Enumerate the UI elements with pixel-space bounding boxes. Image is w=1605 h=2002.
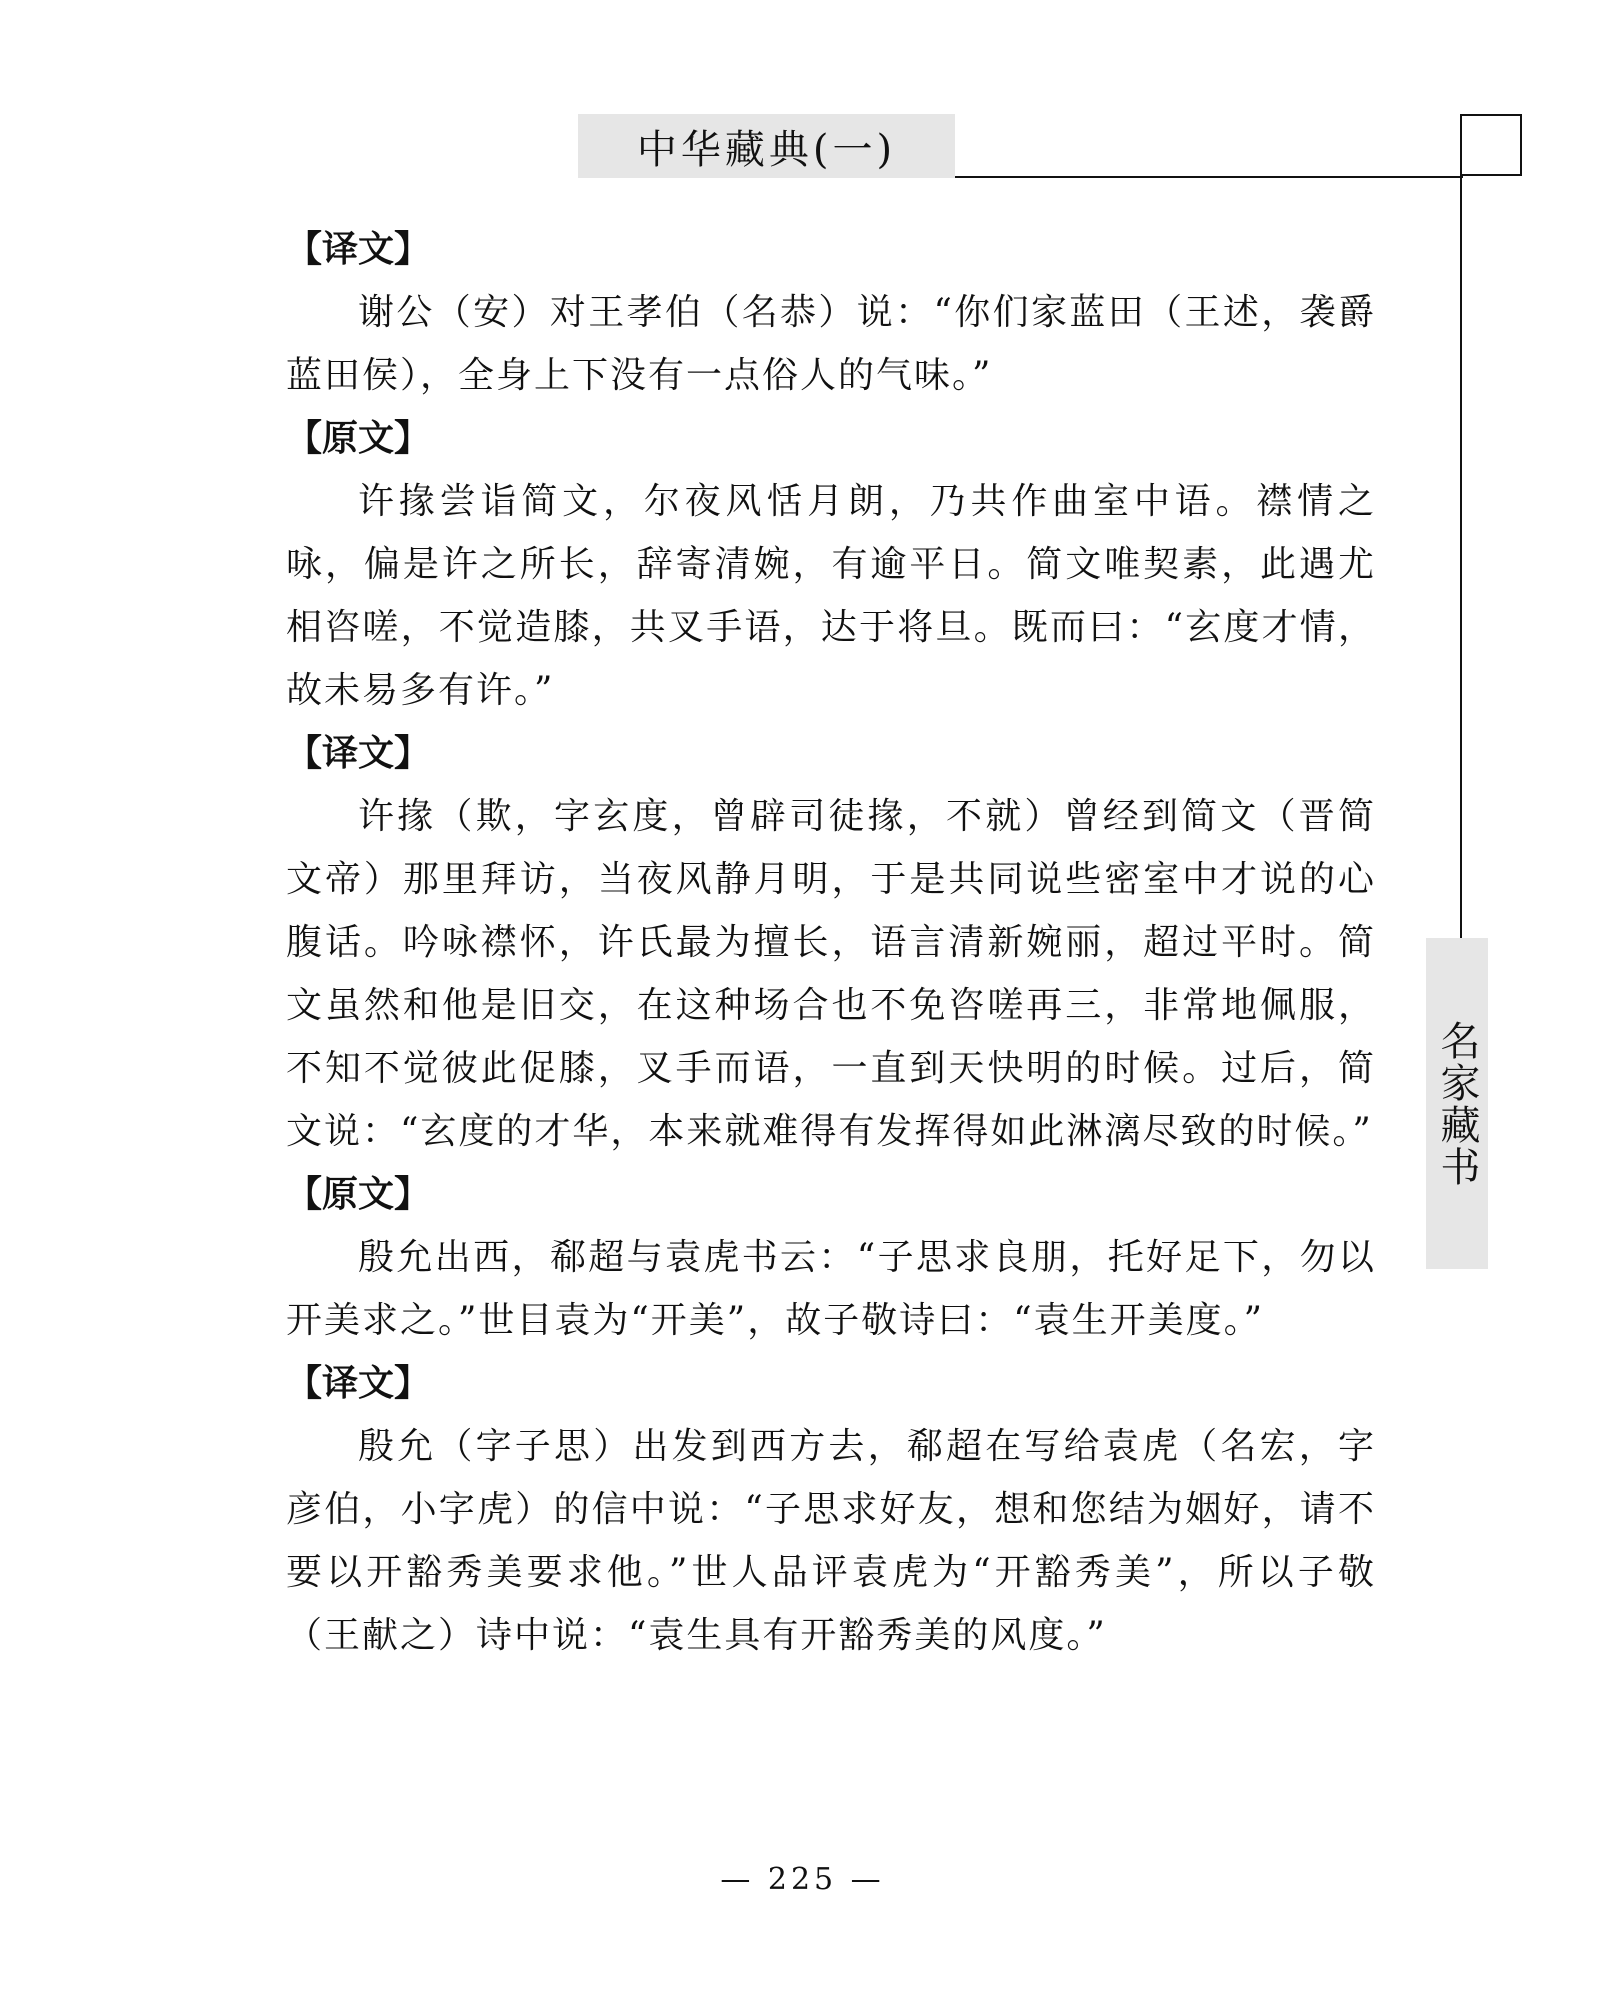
page-number: — 225 — — [720, 1862, 885, 1897]
section-translation-1 — [286, 218, 1376, 407]
header-title: 中华藏典(一) — [636, 126, 897, 173]
section-paragraph: 殷允（字子思）出发到西方去，郗超在写给袁虎（名宏，字彦伯，小字虎）的信中说：“子思求好友，想和您结为姻好，请不要以开豁秀美要求他。”世人品评袁虎为“开豁秀美”，所以子敬（王献之）诗中说：“袁生具有开豁秀美的风度。” — [286, 1426, 1376, 1656]
section-paragraph: 殷允出西，郗超与袁虎书云：“子思求良朋，托好足下，勿以开美求之。”世目袁为“开美”，故子敬诗曰：“袁生开美度。” — [286, 1237, 1376, 1341]
section-paragraph: 许掾（欺，字玄度，曾辟司徒掾，不就）曾经到简文（晋简文帝）那里拜访，当夜风静月明，于是共同说些密室中才说的心腹话。吟咏襟怀，许氏最为擅长，语言清新婉丽，超过平时。简文虽然和他是旧交，在这种场合也不免咨嗟再三，非常地佩服，不知不觉彼此促膝，叉手而语，一直到天快明的时候。过后，简文说：“玄度的才华，本来就难得有发挥得如此淋漓尽致的时候。” — [286, 796, 1376, 1152]
section-heading: 【译文】 — [286, 1363, 431, 1404]
section-heading: 【原文】 — [286, 418, 431, 459]
section-original-2 — [286, 1163, 1376, 1352]
side-line — [1460, 114, 1462, 940]
header-rule — [955, 176, 1463, 178]
section-paragraph: 谢公（安）对王孝伯（名恭）说：“你们家蓝田（王述，袭爵蓝田侯），全身上下没有一点俗人的气味。” — [286, 292, 1376, 396]
section-paragraph: 许掾尝诣简文，尔夜风恬月朗，乃共作曲室中语。襟情之咏，偏是许之所长，辞寄清婉，有逾平日。简文唯契素，此遇尤相咨嗟，不觉造膝，共叉手语，达于将旦。既而曰：“玄度才情，故未易多有许。” — [286, 481, 1376, 711]
section-translation-3 — [286, 1352, 1376, 1667]
corner-box — [1460, 114, 1522, 176]
section-translation-2 — [286, 722, 1376, 1163]
section-heading: 【译文】 — [286, 733, 431, 774]
page-content — [286, 218, 1376, 1667]
section-heading: 【原文】 — [286, 1174, 431, 1215]
section-heading: 【译文】 — [286, 229, 431, 270]
side-tab-label: 名家藏书 — [1434, 1019, 1480, 1188]
side-tab — [1426, 938, 1488, 1269]
section-original-1 — [286, 407, 1376, 722]
header-title-box — [578, 114, 955, 178]
